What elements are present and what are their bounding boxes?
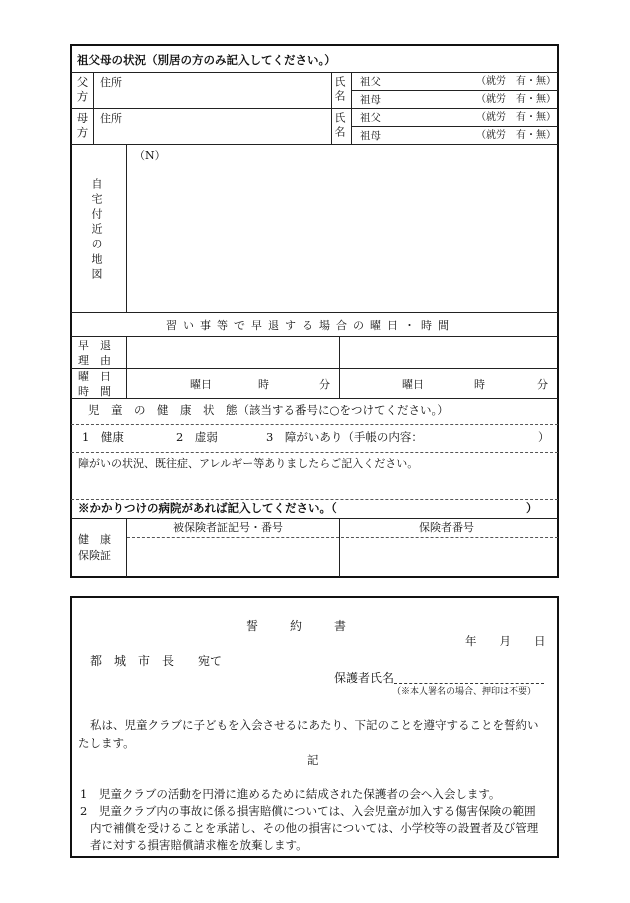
- north-indicator: （N）: [134, 149, 166, 162]
- early-leave-reason-field-1[interactable]: [128, 338, 337, 366]
- maternal-name-label: 氏名: [333, 112, 346, 140]
- pledge-body-line-1: 私は、児童クラブに子どもを入会させるにあたり、下記のことを遵守することを誓約い: [90, 718, 539, 732]
- maternal-side-label: 母方: [75, 112, 90, 141]
- disability-note: 障がいの状況、既往症、アレルギー等ありましたらご記入ください。: [78, 457, 419, 470]
- insurer-number-field[interactable]: [341, 539, 556, 575]
- divider: [71, 518, 558, 519]
- signature-note: （※本人署名の場合、押印は不要）: [392, 687, 537, 697]
- hour-unit-1[interactable]: 時: [258, 378, 269, 391]
- insured-number-field[interactable]: [128, 539, 337, 575]
- divider: [71, 312, 558, 313]
- maternal-grandfather: 祖父: [360, 112, 381, 124]
- health-heading: 児 童 の 健 康 状 態（該当する番号に○をつけてください。）: [88, 403, 449, 417]
- day-unit-2[interactable]: 曜日: [402, 378, 424, 391]
- divider: [71, 108, 558, 109]
- dashed-divider: [127, 537, 558, 538]
- early-leave-reason-field-2[interactable]: [341, 338, 556, 366]
- health-option-3[interactable]: 3 障がいあり（手帳の内容：: [266, 430, 423, 444]
- divider: [126, 518, 127, 577]
- map-drawing-area[interactable]: [127, 165, 557, 310]
- divider: [71, 368, 558, 369]
- pledge-item-1: 1 児童クラブの活動を円滑に進めるために結成された保護者の会へ入会します。: [80, 787, 501, 801]
- maternal-grandfather-employment[interactable]: （就労 有・無）: [476, 112, 556, 123]
- day-unit-1[interactable]: 曜日: [190, 378, 212, 391]
- maternal-address-label: 住所: [100, 112, 122, 125]
- pledge-item-2-line-3: 者に対する損害賠償請求権を放棄します。: [90, 838, 308, 852]
- guardian-name-label: 保護者氏名: [334, 671, 395, 685]
- minute-unit-1[interactable]: 分: [319, 378, 330, 391]
- divider: [339, 336, 340, 398]
- divider: [71, 144, 558, 145]
- day-time-label-2: 時 間: [78, 385, 111, 398]
- minute-unit-2[interactable]: 分: [537, 378, 548, 391]
- maternal-grandmother-employment[interactable]: （就労 有・無）: [476, 130, 556, 141]
- pledge-addressee: 都 城 市 長 宛て: [90, 654, 223, 668]
- hospital-close: ）: [526, 501, 538, 515]
- early-leave-label-1: 早 退: [78, 339, 111, 352]
- grandparents-heading: 祖父母の状況（別居の方のみ記入してください。）: [77, 53, 336, 67]
- day-time-label-1: 曜 日: [78, 370, 111, 383]
- pledge-item-2-line-2: 内で補償を受けることを承諾し、その他の損害については、小学校等の設置者及び管理: [90, 821, 539, 835]
- paternal-grandmother-employment[interactable]: （就労 有・無）: [476, 94, 556, 105]
- divider: [126, 336, 127, 398]
- application-form-table: [70, 44, 559, 578]
- dashed-divider: [71, 452, 558, 453]
- paternal-side-label: 父方: [75, 76, 90, 105]
- dashed-divider: [71, 424, 558, 425]
- pledge-title: 誓 約 書: [246, 619, 357, 633]
- divider: [71, 72, 558, 73]
- early-leave-label-2: 理 由: [78, 354, 111, 367]
- insurer-number-label: 保険者番号: [419, 521, 474, 534]
- paternal-grandfather-employment[interactable]: （就労 有・無）: [476, 76, 556, 87]
- hour-unit-2[interactable]: 時: [474, 378, 485, 391]
- pledge-body-line-2: たします。: [78, 736, 135, 750]
- disability-note-field[interactable]: [73, 472, 556, 496]
- divider: [71, 398, 558, 399]
- insurance-card-label-2: 保険証: [78, 549, 111, 562]
- dashed-divider: [71, 499, 558, 500]
- paternal-grandmother: 祖母: [360, 94, 381, 106]
- maternal-grandmother: 祖母: [360, 130, 381, 142]
- health-option-1[interactable]: 1 健康: [82, 430, 124, 444]
- divider: [351, 126, 558, 127]
- hospital-note[interactable]: ※かかりつけの病院があれば記入してください。（: [78, 501, 337, 515]
- map-label: 自宅付近の地図: [90, 178, 103, 283]
- lessons-heading: 習い事等で早退する場合の曜日・時間: [166, 319, 455, 332]
- insured-number-label: 被保険者証記号・番号: [173, 521, 283, 534]
- pledge-ki: 記: [307, 753, 319, 767]
- paternal-grandfather: 祖父: [360, 76, 381, 88]
- guardian-signature-line[interactable]: [394, 683, 544, 684]
- health-option-2[interactable]: 2 虚弱: [176, 430, 218, 444]
- divider: [71, 336, 558, 337]
- paternal-name-label: 氏名: [333, 76, 346, 104]
- paternal-address-label: 住所: [100, 76, 122, 89]
- pledge-date[interactable]: 年 月 日: [465, 634, 546, 648]
- health-option-3-close: ）: [538, 430, 550, 444]
- divider: [339, 518, 340, 577]
- divider: [351, 90, 558, 91]
- pledge-item-2-line-1: 2 児童クラブ内の事故に係る損害賠償については、入会児童が加入する傷害保険の範囲: [80, 804, 536, 818]
- insurance-card-label-1: 健 康: [78, 533, 111, 546]
